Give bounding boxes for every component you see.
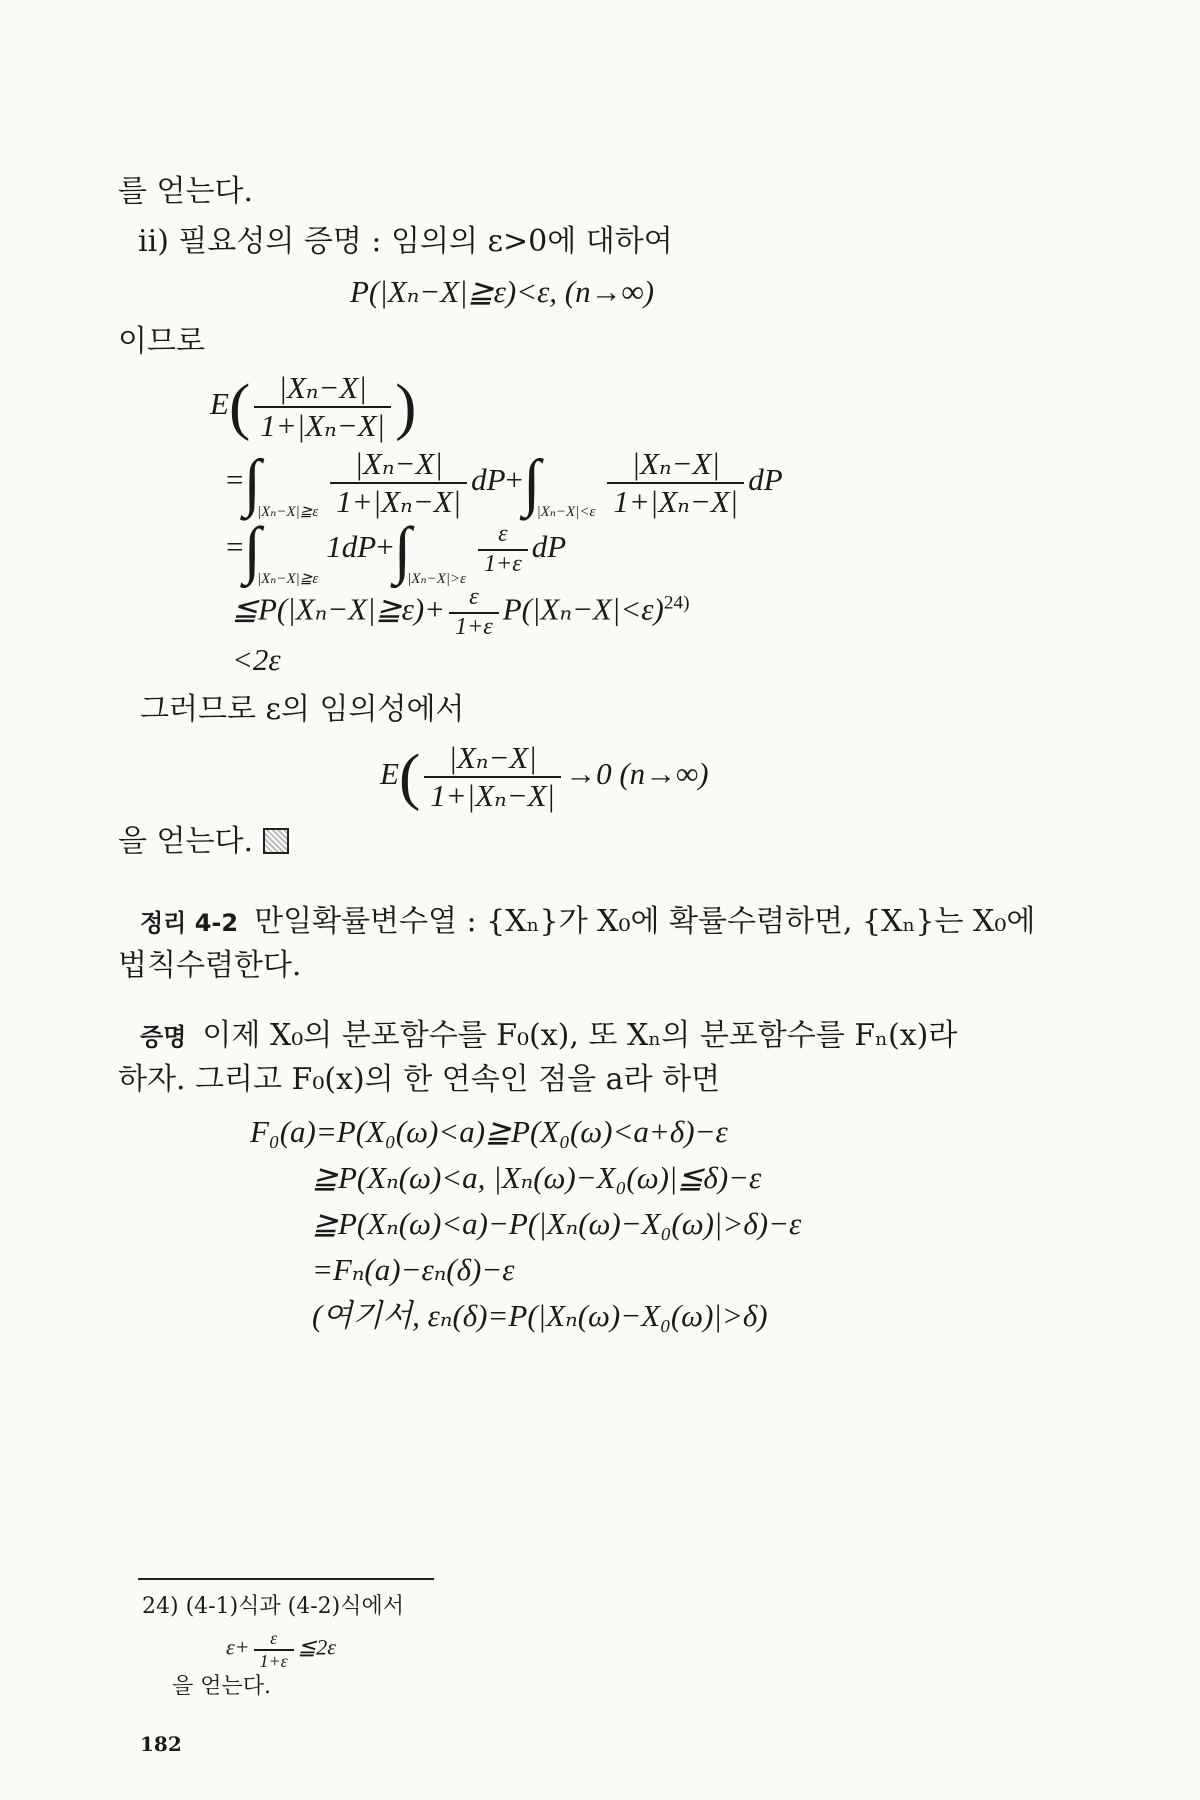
- text: ε+: [226, 1634, 250, 1660]
- text: ≦2ε: [297, 1634, 336, 1660]
- paren: (: [398, 740, 421, 812]
- fraction: [254, 1628, 294, 1671]
- fraction: [478, 521, 528, 578]
- equation: F₀(a)=P(X₀(ω)<a)≧P(X₀(ω)<a+δ)−ε: [250, 1114, 728, 1149]
- page-number: 182: [140, 1732, 182, 1756]
- plus-sign: +: [376, 529, 394, 565]
- equals-sign: =: [226, 529, 244, 565]
- limit-tail: →0 (n→∞): [565, 755, 709, 791]
- qed-icon: [263, 828, 289, 854]
- equation: ≧P(Xₙ(ω)<a)−P(|Xₙ(ω)−X₀(ω)|>δ)−ε: [312, 1206, 802, 1241]
- fraction: [449, 584, 499, 641]
- text-line: 법칙수렴한다.: [118, 948, 302, 983]
- equation: ≧P(Xₙ(ω)<a, |Xₙ(ω)−X₀(ω)|≦δ)−ε: [312, 1160, 762, 1195]
- text: 만일확률변수열 : {Xₙ}가 X₀에 확률수렴하면, {Xₙ}는 X₀에: [254, 904, 1036, 939]
- text: 이제 X₀의 분포함수를 F₀(x), 또 Xₙ의 분포함수를 Fₙ(x)라: [202, 1018, 958, 1053]
- fraction-denominator: 1+|Xₙ−X|: [430, 777, 556, 813]
- fraction: [254, 370, 391, 443]
- fraction: [330, 446, 467, 519]
- fraction-numerator: |Xₙ−X|: [330, 446, 467, 484]
- footnote-line: 을 얻는다.: [172, 1674, 271, 1699]
- proof-label: 증명: [140, 1023, 187, 1051]
- text-line: 를 얻는다.: [118, 174, 253, 209]
- inequality-part: P(|Xₙ−X|<ε): [502, 591, 664, 627]
- fraction-numerator: ε: [254, 1628, 294, 1651]
- equation-expectation: [210, 370, 416, 443]
- proof-line: [140, 1016, 957, 1057]
- fraction-denominator: 1+ε: [455, 613, 493, 640]
- fraction-denominator: 1+|Xₙ−X|: [613, 483, 739, 519]
- equation-inequality: [232, 584, 689, 641]
- integral-domain: |Xₙ−X|≧ε: [257, 571, 319, 588]
- fraction-denominator: 1+|Xₙ−X|: [260, 407, 386, 443]
- integral-sign: ∫: [393, 514, 412, 585]
- integral-sign: ∫: [243, 446, 262, 518]
- integral-sign: ∫: [243, 514, 262, 585]
- fraction-numerator: |Xₙ−X|: [424, 740, 561, 778]
- plus-sign: +: [505, 461, 524, 497]
- text-line: 이므로: [118, 324, 205, 359]
- fraction-numerator: ε: [478, 521, 528, 551]
- differential: dP: [748, 461, 783, 497]
- fraction: [607, 446, 744, 519]
- equation: <2ε: [232, 642, 281, 677]
- equation: P(|Xₙ−X|≧ε)<ε, (n→∞): [350, 274, 655, 309]
- text-line: [118, 822, 289, 862]
- paren: ): [395, 370, 417, 442]
- differential: dP: [531, 529, 567, 565]
- footnote-rule: [138, 1578, 434, 1580]
- integral-domain: |Xₙ−X|<ε: [536, 503, 596, 520]
- expectation-symbol: E: [210, 385, 229, 421]
- equals-sign: =: [226, 461, 244, 497]
- inequality-part: ≦P(|Xₙ−X|≧ε)+: [232, 591, 446, 627]
- fraction-denominator: 1+ε: [484, 551, 522, 577]
- text-line: 하자. 그리고 F₀(x)의 한 연속인 점을 a라 하면: [118, 1062, 721, 1097]
- theorem-label: 정리 4-2: [140, 909, 239, 937]
- footnote-line: 24) (4-1)식과 (4-2)식에서: [142, 1594, 405, 1619]
- theorem-statement: [140, 902, 1035, 943]
- integral-domain: |Xₙ−X|>ε: [407, 571, 467, 588]
- paren: (: [228, 370, 251, 442]
- differential: dP: [471, 461, 506, 497]
- fraction-numerator: |Xₙ−X|: [254, 370, 391, 408]
- integrand: 1dP: [326, 529, 377, 565]
- fraction: [424, 740, 561, 813]
- equation: =Fₙ(a)−εₙ(δ)−ε: [312, 1252, 515, 1287]
- text-line: 그러므로 ε의 임의성에서: [140, 692, 465, 727]
- footnote-marker: 24): [663, 592, 690, 614]
- fraction-numerator: |Xₙ−X|: [607, 446, 744, 484]
- equation: (여기서, εₙ(δ)=P(|Xₙ(ω)−X₀(ω)|>δ): [312, 1298, 768, 1333]
- footnote-equation: [226, 1628, 336, 1671]
- integral-sign: ∫: [523, 446, 541, 518]
- fraction-denominator: 1+|Xₙ−X|: [336, 483, 462, 519]
- fraction-denominator: 1+ε: [259, 1650, 288, 1671]
- expectation-symbol: E: [380, 755, 399, 791]
- text: 을 얻는다.: [118, 824, 253, 859]
- text-line: ii) 필요성의 증명 : 임의의 ε>0에 대하여: [138, 224, 673, 259]
- integral-domain: |Xₙ−X|≧ε: [257, 503, 319, 520]
- equation-limit: [380, 740, 709, 813]
- fraction-numerator: ε: [449, 584, 499, 614]
